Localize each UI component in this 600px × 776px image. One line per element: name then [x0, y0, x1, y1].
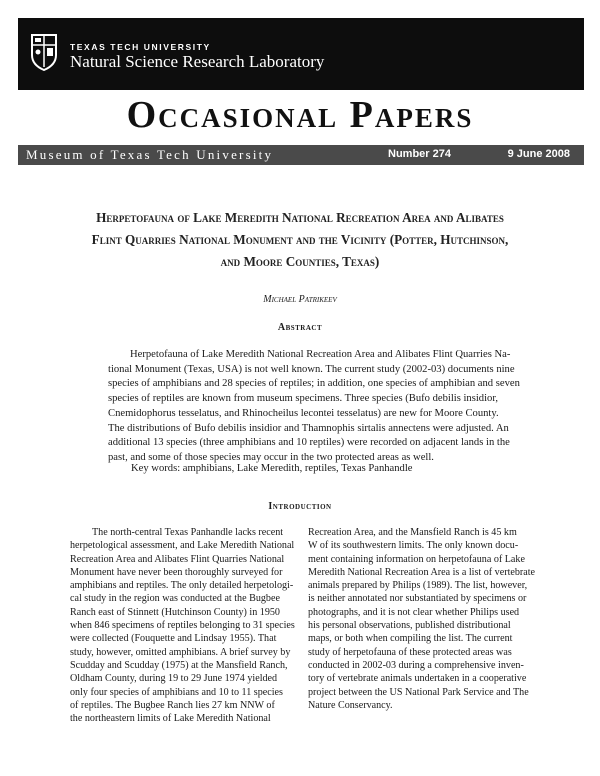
paragraph-line: tory of vertebrate animals undertaken in a cooperative: [308, 673, 527, 685]
paragraph-line: study, however, omitted amphibians. A brief survey by: [70, 646, 291, 658]
issue-number: Number 274: [388, 148, 451, 160]
paragraph-line: animals prepared by Philips (1989). The list, however,: [308, 580, 528, 592]
paragraph-line: is neither annotated nor substantiated by specimens or: [308, 593, 527, 605]
paragraph-line: photographs, and it is not clear whether Philips used: [308, 606, 520, 618]
university-name: TEXAS TECH UNIVERSITY: [70, 42, 211, 52]
issue-date: 9 June 2008: [507, 148, 570, 160]
abstract-line: past, and some of those species may occur in the two protected areas as well.: [108, 451, 434, 463]
title-line: Flint Quarries National Monument and the Vicinity (Potter, Hutchinson,: [91, 232, 509, 247]
paragraph-line: conducted in 2002-03 during a comprehensive inven-: [308, 659, 524, 671]
paragraph-line: Ranch east of Stinnett (Hutchinson County) in 1950: [70, 606, 280, 618]
paragraph-line: of reptiles. The Bugbee Ranch lies 27 km NNW of: [70, 699, 275, 711]
paragraph-line: Recreation Area and Alibates Flint Quarries National: [70, 553, 285, 565]
paragraph-line: maps, or both when compiling the list. The current: [308, 633, 513, 645]
introduction-heading: Introduction: [268, 501, 332, 512]
abstract-line: species of reptiles are known from museum specimens. Three species (Bufo debilis insidior,: [108, 393, 499, 405]
paragraph-line: when 846 specimens of reptiles belonging to 31 species: [70, 620, 295, 632]
paragraph-line: amphibians and reptiles. The only detailed herpetologi-: [70, 580, 294, 592]
abstract-line: additional 13 species (three amphibians and 10 reptiles) were recorded on adjacent lands in the: [108, 437, 510, 449]
abstract-line: tional Monument (Texas, USA) is not well known. The current study (2002-03) documents nine: [108, 363, 515, 375]
title-line: Herpetofauna of Lake Meredith National Recreation Area and Alibates: [96, 210, 504, 225]
paragraph-line: were collected (Fouquette and Lindsay 1955). That: [70, 633, 277, 645]
museum-name: Museum of Texas Tech University: [26, 147, 274, 162]
right-column: [308, 526, 534, 712]
university-seal-icon: [30, 31, 58, 71]
paragraph-line: Recreation Area, and the Mansfield Ranch is 45 km: [308, 527, 517, 538]
paragraph-line: Scudday and Scudday (1975) at the Mansfield Ranch,: [70, 659, 288, 671]
abstract-line: Cnemidophorus tesselatus, and Rhinocheilus lecontei tesselatus) are new for Moore County.: [108, 407, 499, 419]
header-banner: [18, 18, 584, 90]
paragraph-line: cal study in the region was conducted at the Bugbee: [70, 593, 280, 605]
paragraph-line: only four species of amphibians and 10 to 11 species: [70, 686, 283, 698]
series-title: Occasional Papers: [126, 94, 474, 136]
abstract-body: [108, 348, 520, 466]
paragraph-line: Oldham County, during 19 to 29 June 1974 yielded: [70, 673, 278, 685]
left-column: [70, 526, 296, 725]
paragraph-line: The north-central Texas Panhandle lacks recent: [92, 527, 284, 538]
abstract-line: species of amphibians and 28 species of reptiles; in addition, one species of amphibian and seven: [108, 378, 520, 390]
paragraph-line: the northeastern limits of Lake Meredith National: [70, 713, 271, 725]
keywords: Key words: amphibians, Lake Meredith, reptiles, Texas Panhandle: [131, 463, 413, 474]
abstract-line: The distributions of Bufo debilis insidior and Thamnophis sirtalis annectens were adjusted. An: [108, 422, 509, 434]
paragraph-line: herpetological assessment, and Lake Meredith National: [70, 540, 295, 552]
paragraph-line: Monument have never been thoroughly surveyed for: [70, 566, 283, 578]
paragraph-line: project between the US National Park Service and The: [308, 686, 529, 698]
paragraph-line: ment containing information on herpetofauna of Lake: [308, 553, 525, 565]
paragraph-line: study of herpetofauna of these protected areas was: [308, 646, 512, 658]
laboratory-name: Natural Science Research Laboratory: [70, 52, 325, 71]
abstract-heading: Abstract: [277, 322, 323, 333]
paragraph-line: W of its southwestern limits. The only known docu-: [308, 540, 519, 552]
author: Michael Patrikeev: [263, 294, 337, 305]
paragraph-line: his personal observations, published distributional: [308, 620, 511, 632]
issue-strip: [18, 145, 584, 165]
paragraph-line: Meredith National Recreation Area is a list of vertebrate: [308, 566, 536, 578]
paragraph-line: Nature Conservancy.: [308, 699, 393, 711]
article-title: [60, 207, 540, 273]
abstract-line: Herpetofauna of Lake Meredith National Recreation Area and Alibates Flint Quarries Na-: [130, 349, 511, 360]
title-line: and Moore Counties, Texas): [220, 254, 380, 269]
